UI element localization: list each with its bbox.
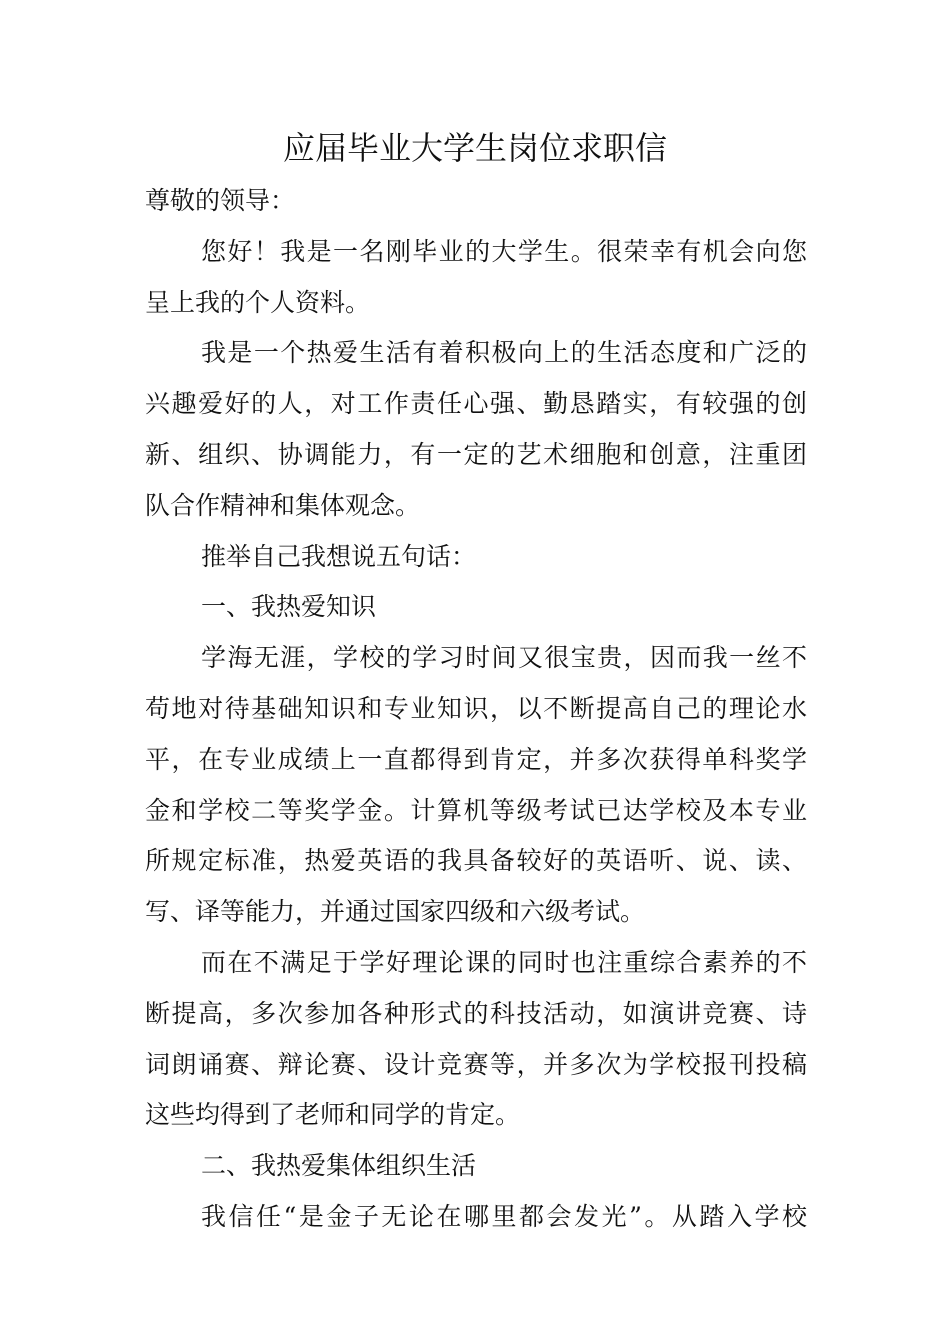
body-line: 我信任“是金子无论在哪里都会发光”。从踏入学校 [201, 1201, 807, 1231]
document-title: 应届毕业大学生岗位求职信 [282, 129, 667, 167]
body-line: 所规定标准，热爱英语的我具备较好的英语听、说、读、 [145, 846, 807, 876]
body-line: 金和学校二等奖学金。计算机等级考试已达学校及本专业 [145, 795, 807, 825]
body-line: 兴趣爱好的人，对工作责任心强、勤恳踏实，有较强的创 [145, 389, 807, 419]
body-line: 呈上我的个人资料。 [145, 287, 371, 317]
salutation: 尊敬的领导： [145, 186, 296, 215]
section-heading: 二、我热爱集体组织生活 [201, 1151, 477, 1181]
body-line: 推举自己我想说五句话： [201, 541, 477, 571]
body-line: 我是一个热爱生活有着积极向上的生活态度和广泛的 [201, 338, 807, 368]
letter-body [145, 176, 807, 1243]
body-line: 写、译等能力，并通过国家四级和六级考试。 [145, 897, 646, 927]
body-line: 队合作精神和集体观念。 [145, 490, 421, 520]
body-line: 平，在专业成绩上一直都得到肯定，并多次获得单科奖学 [145, 744, 807, 774]
body-line: 词朗诵赛、辩论赛、设计竞赛等，并多次为学校报刊投稿 [145, 1049, 807, 1079]
body-line: 这些均得到了老师和同学的肯定。 [145, 1100, 521, 1130]
section-heading: 一、我热爱知识 [201, 592, 377, 622]
body-line: 断提高，多次参加各种形式的科技活动，如演讲竞赛、诗 [145, 998, 807, 1028]
body-line: 苟地对待基础知识和专业知识，以不断提高自己的理论水 [145, 693, 807, 723]
body-line: 而在不满足于学好理论课的同时也注重综合素养的不 [201, 947, 807, 977]
body-line: 新、组织、协调能力，有一定的艺术细胞和创意，注重团 [145, 439, 807, 469]
body-line: 您好！我是一名刚毕业的大学生。很荣幸有机会向您 [201, 236, 807, 266]
body-line: 学海无涯，学校的学习时间又很宝贵，因而我一丝不 [201, 643, 807, 673]
